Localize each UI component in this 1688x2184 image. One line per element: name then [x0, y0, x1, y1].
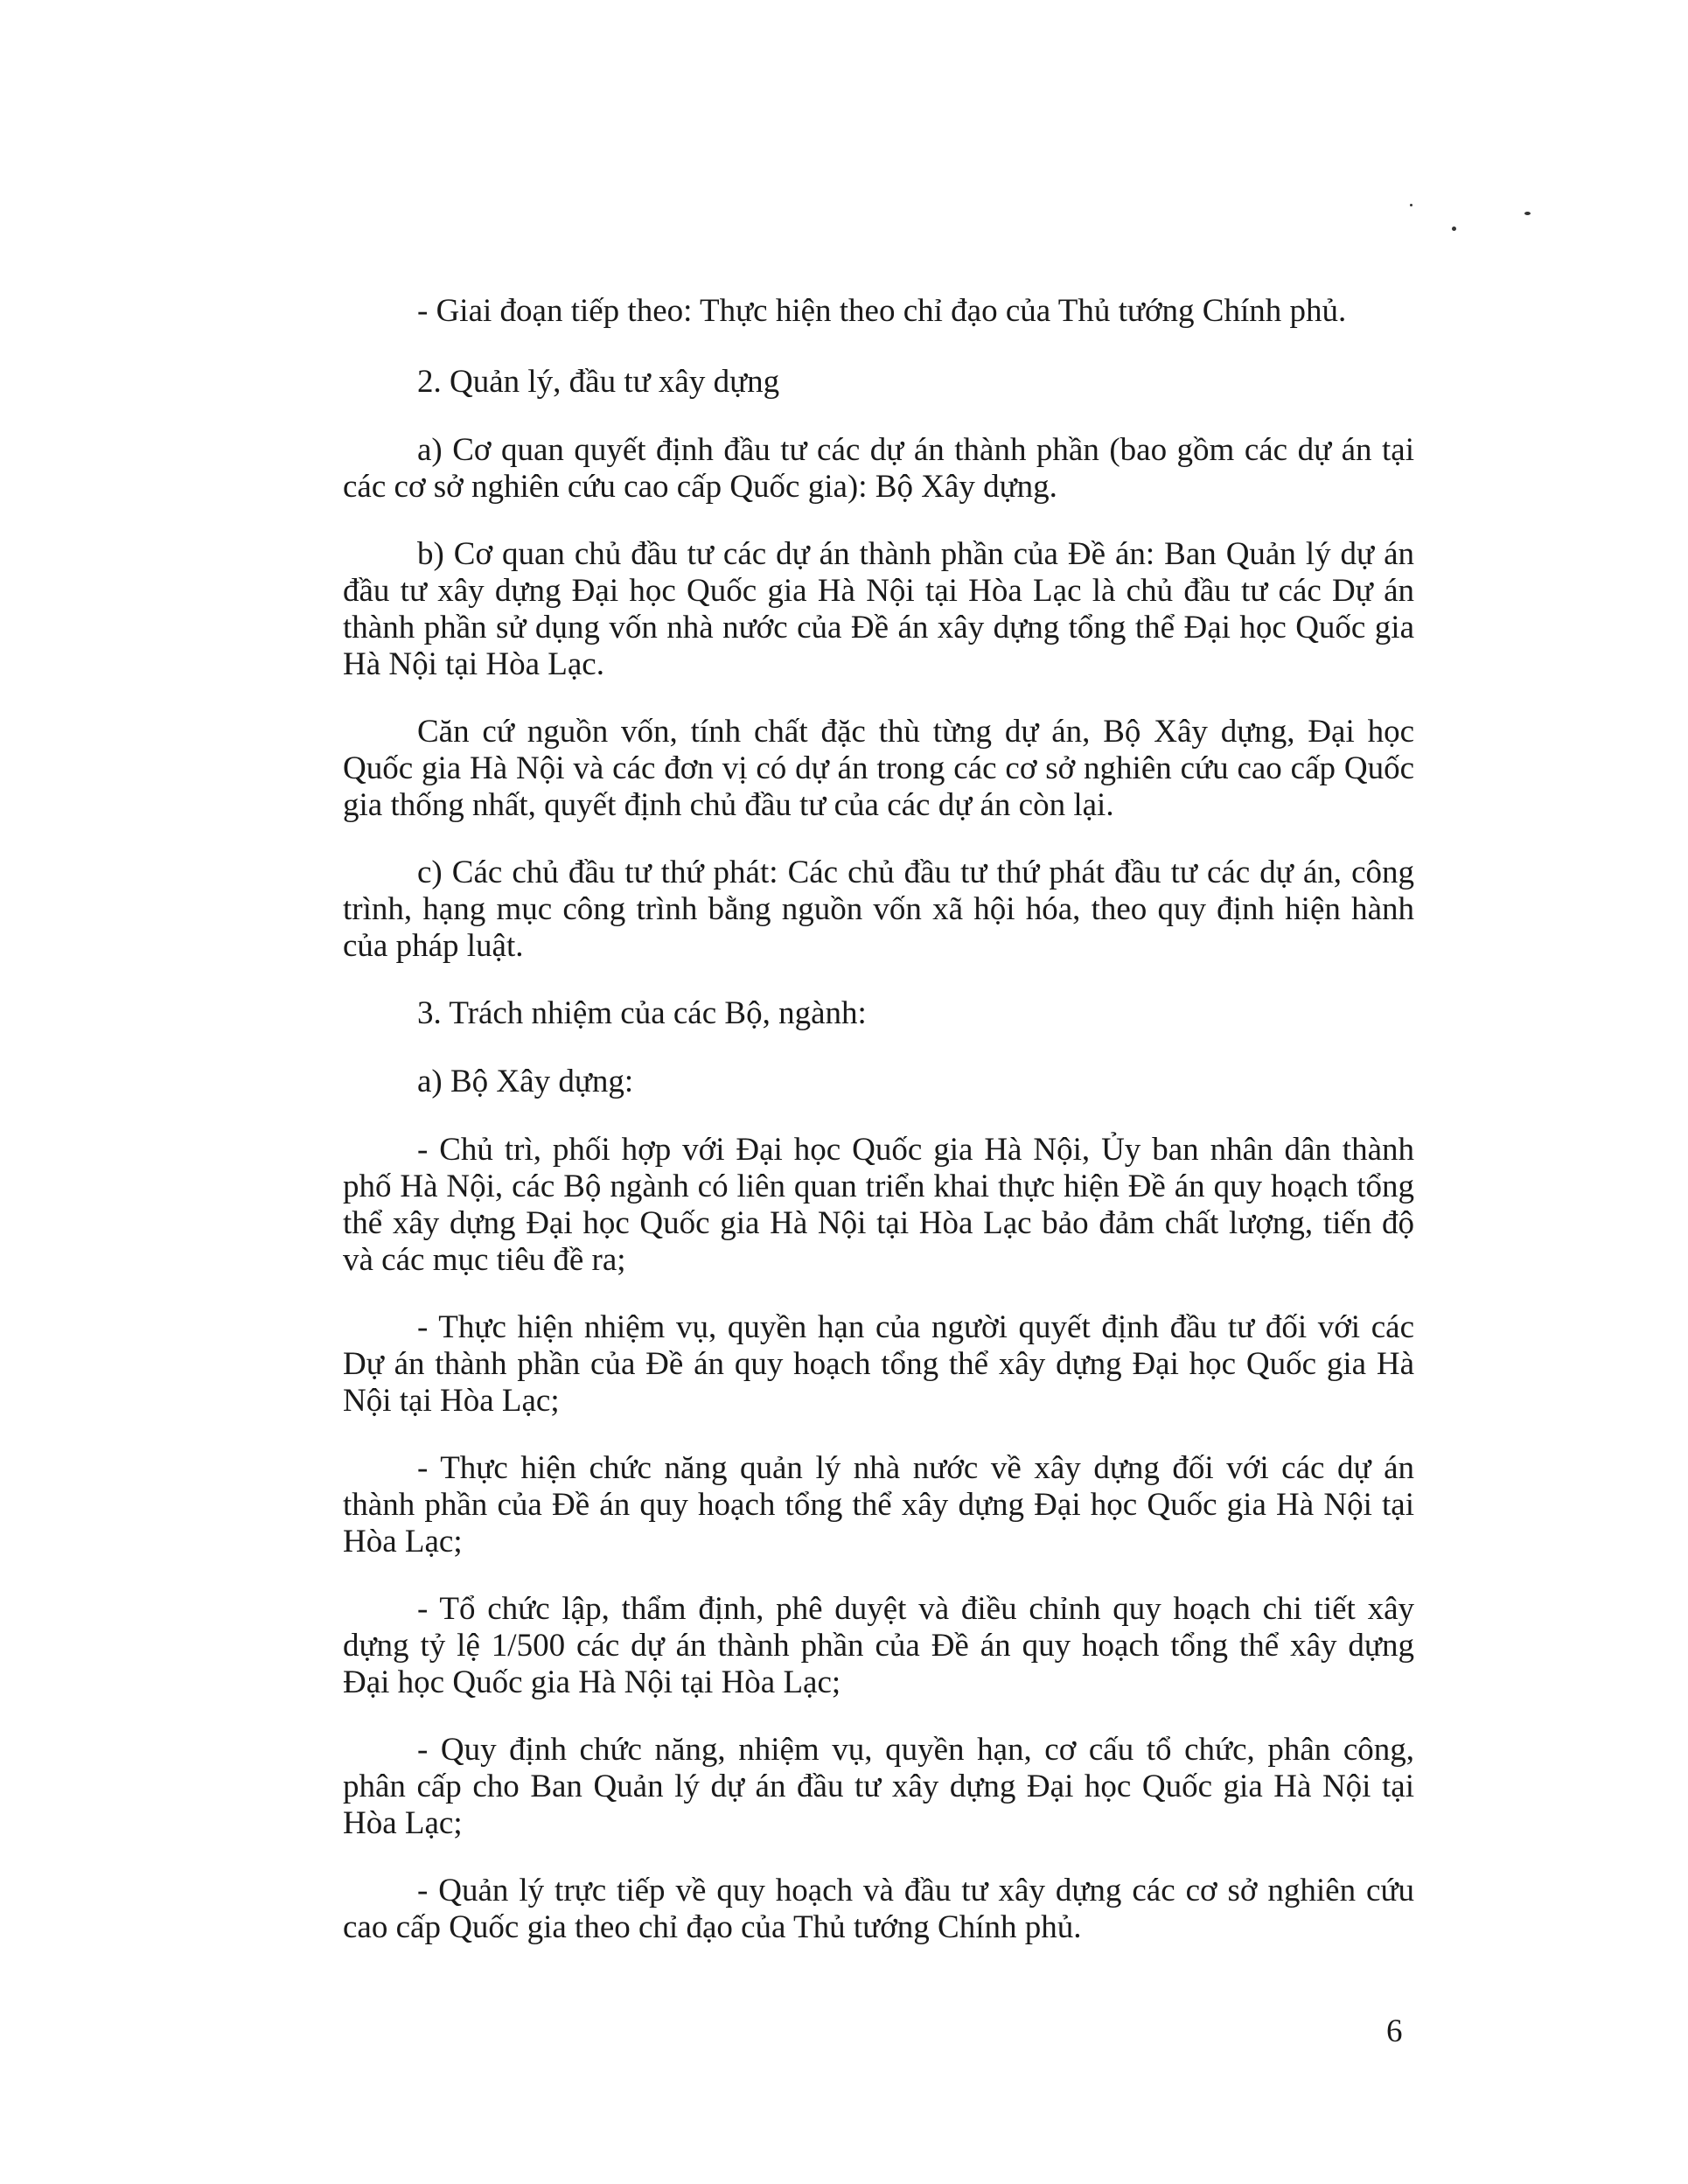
- scan-speck: [1452, 227, 1456, 231]
- paragraph-lead-coordination: - Chủ trì, phối hợp với Đại học Quốc gia Hà Nội, Ủy ban nhân dân thành phố Hà Nội, các Bộ ngành có liên quan triển khai thực hiện Đề án quy hoạch tổng thể xây dựng Đại học Quốc gia Hà Nội tại Hòa Lạc bảo đảm chất lượng, tiến độ và các mục tiêu đề ra;: [343, 1132, 1414, 1278]
- paragraph-management-board: - Quy định chức năng, nhiệm vụ, quyền hạn, cơ cấu tổ chức, phân công, phân cấp cho Ban Quản lý dự án đầu tư xây dựng Đại học Quốc gia Hà Nội tại Hòa Lạc;: [343, 1732, 1414, 1841]
- section-heading-management: 2. Quản lý, đầu tư xây dựng: [417, 364, 780, 400]
- paragraph-funding-basis: Căn cứ nguồn vốn, tính chất đặc thù từng dự án, Bộ Xây dựng, Đại học Quốc gia Hà Nội và các đơn vị có dự án trong các cơ sở nghiên cứu cao cấp Quốc gia thống nhất, quyết định chủ đầu tư của các dự án còn lại.: [343, 714, 1414, 823]
- paragraph-state-management: - Thực hiện chức năng quản lý nhà nước về xây dựng đối với các dự án thành phần của Đề án quy hoạch tổng thể xây dựng Đại học Quốc gia Hà Nội tại Hòa Lạc;: [343, 1450, 1414, 1560]
- document-body: [343, 293, 1414, 1977]
- section-heading-responsibilities: 3. Trách nhiệm của các Bộ, ngành:: [417, 995, 867, 1031]
- paragraph-decision-authority: a) Cơ quan quyết định đầu tư các dự án thành phần (bao gồm các dự án tại các cơ sở nghiên cứu cao cấp Quốc gia): Bộ Xây dựng.: [343, 432, 1414, 505]
- paragraph-next-phase: - Giai đoạn tiếp theo: Thực hiện theo chỉ đạo của Thủ tướng Chính phủ.: [417, 293, 1347, 329]
- page-number: 6: [1386, 2013, 1403, 2049]
- subheading-ministry-of-construction: a) Bộ Xây dựng:: [417, 1064, 634, 1099]
- paragraph-investor-agency: b) Cơ quan chủ đầu tư các dự án thành phần của Đề án: Ban Quản lý dự án đầu tư xây dựng Đại học Quốc gia Hà Nội tại Hòa Lạc là chủ đầu tư các Dự án thành phần sử dụng vốn nhà nước của Đề án xây dựng tổng thể Đại học Quốc gia Hà Nội tại Hòa Lạc.: [343, 536, 1414, 682]
- paragraph-investment-decision-duties: - Thực hiện nhiệm vụ, quyền hạn của người quyết định đầu tư đối với các Dự án thành phần của Đề án quy hoạch tổng thể xây dựng Đại học Quốc gia Hà Nội tại Hòa Lạc;: [343, 1309, 1414, 1419]
- scan-speck: [1524, 212, 1531, 215]
- paragraph-secondary-investors: c) Các chủ đầu tư thứ phát: Các chủ đầu tư thứ phát đầu tư các dự án, công trình, hạng mục công trình bằng nguồn vốn xã hội hóa, theo quy định hiện hành của pháp luật.: [343, 855, 1414, 964]
- scan-speck: [1410, 204, 1412, 206]
- paragraph-detailed-planning: - Tổ chức lập, thẩm định, phê duyệt và điều chỉnh quy hoạch chi tiết xây dựng tỷ lệ 1/500 các dự án thành phần của Đề án quy hoạch tổng thể xây dựng Đại học Quốc gia Hà Nội tại Hòa Lạc;: [343, 1591, 1414, 1700]
- paragraph-direct-management: - Quản lý trực tiếp về quy hoạch và đầu tư xây dựng các cơ sở nghiên cứu cao cấp Quốc gia theo chỉ đạo của Thủ tướng Chính phủ.: [343, 1873, 1414, 1945]
